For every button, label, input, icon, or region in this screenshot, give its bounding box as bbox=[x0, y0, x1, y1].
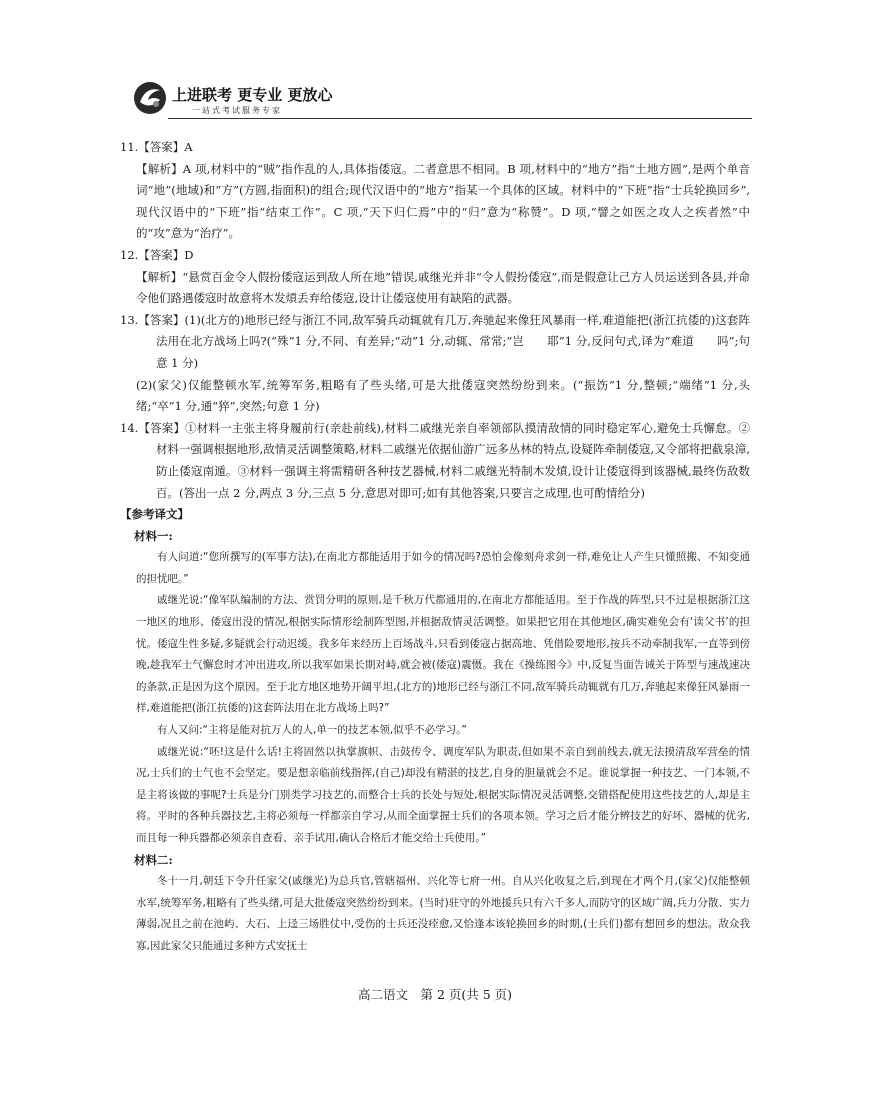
material-2-paragraph: 冬十一月,朝廷下令升任家父(戚继光)为总兵官,管辖福州、兴化等七府一州。自从兴化收复之后,到现在才两个月,(家父)仅能整顿水军,统筹军务,粗略有了些头绪,可是大批倭寇突然纷纷到来。(当时)驻守的外地援兵只有六千多人,而防守的区域广阔,兵力分散、实力薄弱,况且之前在池屿、大石、上迳三场胜仗中,受伤的士兵还没痊愈,又恰逢本该轮换回乡的时期,(士兵们)都有想回乡的想法。敌众我寡,因此家父只能通过多种方式安抚士 bbox=[136, 875, 750, 952]
page-header bbox=[132, 80, 752, 126]
answer-12-head: 12.【答案】D bbox=[120, 247, 194, 262]
answer-13-part2: (2)(家父)仅能整顿水军,统筹军务,粗略有了些头绪,可是大批倭寇突然纷纷到来。(“振饬”1 分,整顿;“端绪”1 分,头绪;“卒”1 分,通“猝”,突然;句意 1 分) bbox=[136, 377, 750, 414]
material-1-label: 材料一: bbox=[134, 528, 173, 543]
answer-11-analysis: 【解析】A 项,材料中的“贼”指作乱的人,具体指倭寇。二者意思不相同。B 项,材料中的“地方”指“土地方圆”,是两个单音词“地”(地域)和“方”(方圆,指面积)的组合;现代汉语中的“地方”指某一个具体的区域。材料中的“下班”指“士兵轮换回乡”,现代汉语中的“下班”指“结束工作”。C 项,“天下归仁焉”中的“归”意为“称赞”。D 项,“譬之如医之攻人之疾者然”中的“攻”意为“治疗”。 bbox=[136, 161, 750, 241]
material-1-paragraph: 戚继光说:“呸!这是什么话!主将固然以执掌旗帜、击鼓传令、调度军队为职责,但如果不亲自到前线去,就无法摸清敌军营垒的情况,士兵们的士气也不会坚定。要是想亲临前线指挥,(自己)却没有精湛的技艺,自身的胆量就会不足。谁说掌握一种技艺、一门本领,不是主将该做的事呢?士兵是分门别类学习技艺的,而整合士兵的长处与短处,根据实际情况灵活调整,交错搭配使用这些技艺的人,却是主将。平时的各种兵器技艺,主将必须每一样都亲自学习,从而全面掌握士兵们的各项本领。学习之后才能分辨技艺的好坏、器械的优劣,而且每一种兵器都必须亲自查看、亲手试用,确认合格后才能交给士兵使用。” bbox=[136, 745, 750, 844]
answer-13-part1: 13.【答案】(1)(北方的)地形已经与浙江不同,敌军骑兵动辄就有几万,奔驰起来像狂风暴雨一样,难道能把(浙江抗倭的)这套阵法用在北方战场上吗?(“殊”1 分,不同、有差异;“动”1 分,动辄、常常;“岂 耶”1 分,反问句式,译为“难道 吗”;句意 1 分) bbox=[120, 312, 750, 370]
material-1-paragraph: 戚继光说:“像军队编制的方法、赏罚分明的原则,是千秋万代都通用的,在南北方都能适用。至于作战的阵型,只不过是根据浙江这一地区的地形、倭寇出没的情况,根据实际情形绘制阵型图,并根据敌情灵活调整。如果把它用在其他地区,确实难免会有‘读父书’的担忧。倭寇生性多疑,多疑就会行动迟缓。我多年来经历上百场战斗,只看到倭寇占据高地、凭借险要地形,按兵不动牵制我军,一直等到傍晚,趁我军士气懈怠时才冲出进攻,所以我军如果长期对峙,就会被(倭寇)震慑。我在《操练图今》中,反复当面告诫关于阵型与速战速决的条款,正是因为这个原因。至于北方地区地势开阔平坦,(北方的)地形已经与浙江不同,敌军骑兵动辄就有几万,奔驰起来像狂风暴雨一样,难道能把(浙江抗倭的)这套阵法用在北方战场上吗?” bbox=[136, 594, 750, 715]
material-2-translation bbox=[120, 871, 750, 957]
material-2-label: 材料二: bbox=[134, 852, 173, 867]
answer-content bbox=[120, 137, 750, 958]
brand-logo-icon bbox=[132, 80, 168, 116]
header-tagline: 一站式考试服务专家 bbox=[192, 106, 282, 115]
header-slogan: 上进联考 更专业 更放心 bbox=[172, 86, 333, 104]
material-1-translation bbox=[120, 547, 750, 849]
answer-11-head: 11.【答案】A bbox=[120, 140, 193, 154]
page-footer: 高二语文 第 2 页(共 5 页) bbox=[357, 987, 513, 1002]
header-divider bbox=[168, 118, 752, 119]
translation-heading: 【参考译文】 bbox=[120, 507, 189, 522]
material-1-paragraph: 有人问道:“您所撰写的(军事方法),在南北方都能适用于如今的情况吗?恐怕会像刻舟求剑一样,难免让人产生只懂照搬、不知变通的担忧吧。” bbox=[136, 551, 750, 585]
answer-12-analysis: 【解析】“悬赏百金令人假扮倭寇运到敌人所在地”错误,戚继光并非“令人假扮倭寇”,而是假意让己方人员运送到各县,并命令他们路遇倭寇时故意将木发熕丢弃给倭寇,设计让倭寇使用有缺陷的武器。 bbox=[136, 269, 750, 306]
material-1-paragraph: 有人又问:“主将是能对抗万人的人,单一的技艺本领,似乎不必学习。” bbox=[157, 724, 467, 737]
answer-14: 14.【答案】①材料一主张主将身履前行(亲赴前线),材料二戚继光亲自率领部队摸清敌情的同时稳定军心,避免士兵懈怠。②材料一强调根据地形,敌情灵活调整策略,材料二戚继光依据仙游广远多丛林的特点,设疑阵牵制倭寇,又令部将把截泉漳,防止倭寇南遁。③材料一强调主将需精研各种技艺器械,材料二戚继光特制木发熕,设计让倭寇得到该器械,最终伤敌数百。(答出一点 2 分,两点 3 分,三点 5 分,意思对即可;如有其他答案,只要言之成理,也可酌情给分) bbox=[120, 420, 750, 500]
